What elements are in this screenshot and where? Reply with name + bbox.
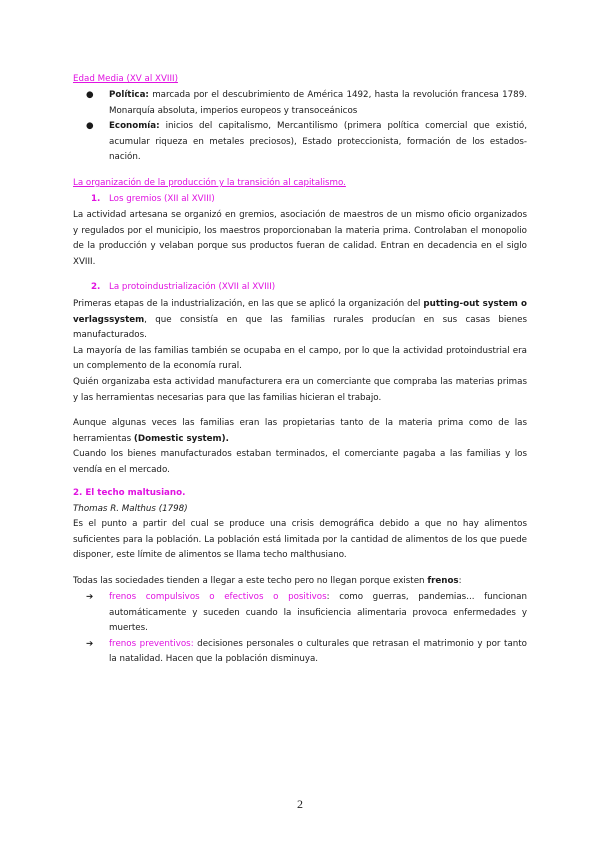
section-heading-organizacion: La organización de la producción y la transición al capitalismo. (73, 178, 346, 188)
arrow-item-label: frenos compulsivos o efectivos o positivos (109, 592, 327, 602)
domestic-system-term: (Domestic system). (133, 433, 229, 444)
bullet-text: marcada por el descubrimiento de América 1492, hasta la revolución francesa 1789. Monarquía absoluta, imperios europeos y transoceánicos (109, 90, 527, 116)
bullet-dot-icon: ● (86, 121, 94, 132)
section-heading-techo: 2. El techo maltusiano. (73, 488, 186, 498)
arrow-item-label: frenos preventivos: (109, 638, 194, 649)
subheading-number: 1. (91, 194, 101, 204)
paragraph-text: : (458, 576, 462, 586)
subheading-gremios (91, 192, 215, 208)
paragraph-mayoria: La mayoría de las familias también se ocupaba en el campo, por lo que la actividad protoindustrial era un complemento de la economía rural. (73, 345, 527, 372)
paragraph-text: , que consistía en que las familias rurales producían en sus casas bienes manufacturados. (73, 314, 527, 341)
paragraph-text: Aunque algunas veces las familias eran las propietarias tanto de la materia prima como de las herramientas (73, 418, 527, 444)
bullet-economia (73, 119, 527, 166)
page-number: 2 (297, 797, 303, 811)
bullet-text: inicios del capitalismo, Mercantilismo (primera política comercial que existió, acumular riqueza en metales preciosos), Estado proteccionista, formación de los estados-nación. (109, 121, 527, 163)
bullet-politica (73, 88, 527, 119)
paragraph-text: La actividad artesana se organizó en gremios, asociación de maestros de un mismo oficio organizados y regulados por el municipio, los maestros proporcionaban la materia prima. Controlaban el monopolio de la producción y velaban porque sus productos fueran de calidad. Entran en decadencia en el siglo XVIII. (73, 210, 527, 267)
arrow-item-compulsivos (73, 590, 527, 637)
paragraph-gremios (73, 208, 527, 270)
paragraph-techo (73, 517, 527, 564)
bullet-dot-icon: ● (86, 90, 94, 100)
paragraph-quien: Quién organizaba esta actividad manufacturera era un comerciante que compraba las materias primas y las herramientas necesarias para que las familias hicieran el trabajo. (73, 376, 527, 403)
arrow-right-icon: ➔ (86, 638, 94, 649)
subheading-label: Los gremios (XII al XVIII) (109, 194, 215, 204)
bullet-label: Política: (109, 90, 149, 100)
paragraph-text: Todas las sociedades tienden a llegar a este techo pero no llegan porque existen (73, 576, 428, 586)
subheading-protoindustrializacion (91, 280, 275, 296)
subheading-label: La protoindustrialización (XVII al XVIII) (109, 282, 276, 292)
paragraph-text: Primeras etapas de la industrialización, en las que se aplicó la organización del (73, 299, 424, 309)
arrow-right-icon: ➔ (86, 592, 94, 602)
paragraphs-protoindustrializacion (73, 297, 527, 479)
section-heading-edad-media: Edad Media (XV al XVIII) (73, 74, 178, 84)
arrow-item-text: : como guerras, pandemias... funcionan automáticamente y suceden cuando la insuficiencia alimentaria provoca enfermedades y muertes. (109, 592, 528, 634)
paragraph-text-row (73, 574, 527, 590)
paragraph-primeras-etapas (73, 297, 527, 344)
bullet-label: Economía: (109, 121, 160, 132)
frenos-term: frenos (427, 576, 459, 586)
arrow-item-preventivos (73, 637, 527, 668)
paragraph-sociedades (73, 574, 527, 590)
subheading-number: 2. (91, 282, 101, 292)
paragraph-aunque (73, 416, 527, 447)
putting-out-term: putting-out system o verlagssystem (73, 299, 528, 325)
arrow-item-text: decisiones personales o culturales que retrasan el matrimonio y por tanto la natalidad. Hacen que la población disminuya. (109, 638, 527, 665)
paragraph-cuando: Cuando los bienes manufacturados estaban terminados, el comerciante pagaba a las familias y los vendía en el mercado. (73, 449, 527, 475)
paragraph-text: Es el punto a partir del cual se produce una crisis demográfica debido a que no hay alimentos suficientes para la población. La población está limitada por la cantidad de alimentos de los que puede disponer, este límite de alimentos se llama techo malthusiano. (73, 519, 527, 561)
author-line: Thomas R. Malthus (1798) (73, 504, 188, 514)
arrow-list-frenos (73, 590, 527, 668)
bullet-list-edad-media (73, 88, 527, 166)
